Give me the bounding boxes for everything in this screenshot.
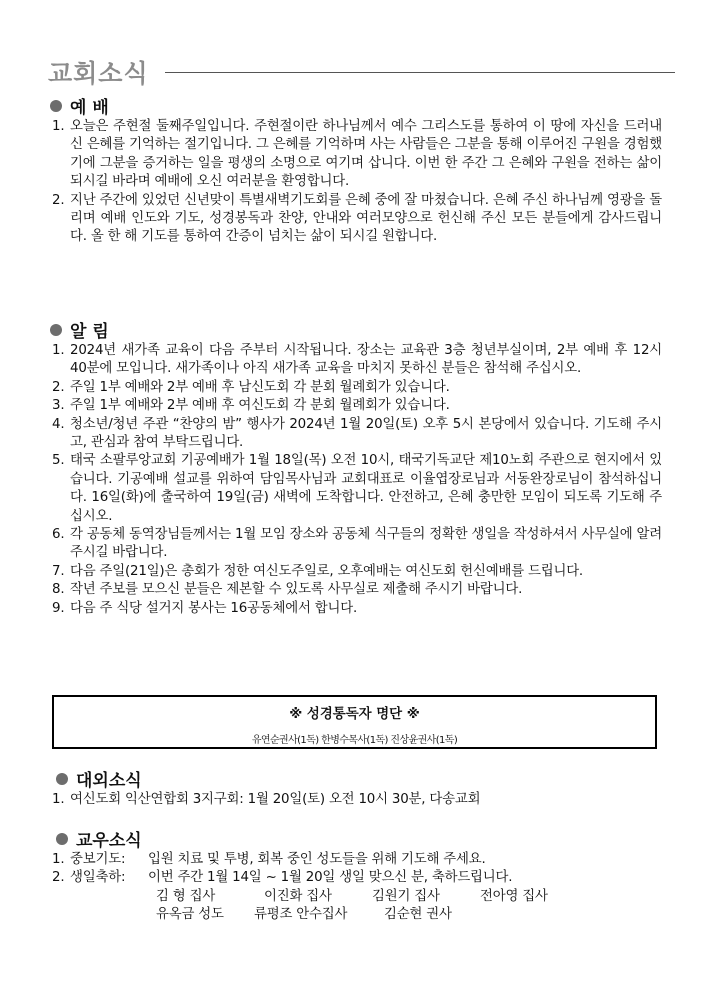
list-item — [52, 118, 662, 192]
birthday-name: 류평조 안수집사 — [254, 907, 348, 923]
prayer-label: 중보기도: — [70, 852, 126, 867]
bible-readers-names: 유연순권사(1독) 한병수목사(1독) 진상윤권사(1독) — [251, 735, 458, 746]
list-item — [52, 342, 662, 379]
birthday-name: 이진화 집사 — [264, 888, 332, 904]
external-news-heading — [56, 766, 142, 791]
list-item — [52, 563, 662, 581]
bible-readers-title: ※ 성경통독자 명단 ※ — [289, 707, 420, 722]
list-item — [52, 452, 662, 526]
list-item — [52, 581, 662, 599]
item-text: 지난 주간에 있었던 신년맞이 특별새벽기도회를 은혜 중에 잘 마쳤습니다. 은혜 주신 하나님께 영광을 돌리며 예배 인도와 기도, 성경봉독과 찬양, 안내와 여러모양으로 헌신해 주신 모든 분들에게 감사드립니다. 올 한 해 기도를 통하여 간증이 넘치는 삶이 되시길 원합니다. — [70, 192, 662, 245]
item-text: 태국 소팔루앙교회 기공예배가 1월 18일(목) 오전 10시, 태국기독교단 제10노회 주관으로 현지에서 있습니다. 기공예배 설교를 위하여 담임목사님과 교회대표로 이율엽장로님과 서동완장로님이 참석하십니다. 16일(화)에 출국하여 19일(금) 새벽에 도착합니다. 안전하고, 은혜 충만한 모임이 되도록 기도해 주십시오. — [70, 453, 662, 524]
birthday-label: 생일축하: — [70, 870, 126, 886]
item-text: 다음 주 식당 설거지 봉사는 16공동체에서 합니다. — [70, 600, 358, 616]
member-news-list — [52, 851, 662, 925]
birthday-row — [52, 869, 662, 887]
worship-heading — [50, 93, 109, 118]
notices-heading-label: 알 림 — [70, 322, 109, 342]
prayer-row — [52, 851, 662, 869]
item-text: 청소년/청년 주관 “찬양의 밤” 행사가 2024년 1월 20일(토) 오후 5시 본당에서 있습니다. 기도해 주시고, 관심과 참여 부탁드립니다. — [70, 416, 662, 451]
item-number: 2. — [52, 192, 65, 208]
birthday-text: 이번 주간 1월 14일 ~ 1월 20일 생일 맞으신 분, 축하드립니다. — [148, 870, 513, 886]
birthday-name: 김순현 권사 — [384, 907, 452, 923]
prayer-text: 입원 치료 및 투병, 회복 중인 성도들을 위해 기도해 주세요. — [148, 852, 486, 867]
item-text: 주일 1부 예배와 2부 예배 후 여신도회 각 분회 월례회가 있습니다. — [70, 398, 450, 414]
item-number: 1. — [52, 343, 65, 358]
item-number: 9. — [52, 600, 65, 616]
item-text: 여신도회 익산연합회 3지구회: 1월 20일(토) 오전 10시 30분, 다송교회 — [70, 792, 481, 807]
item-number: 1. — [52, 852, 65, 867]
title-divider — [165, 72, 675, 73]
birthday-name: 전아영 집사 — [480, 888, 548, 904]
item-number: 6. — [52, 527, 65, 543]
list-item — [52, 526, 662, 563]
worship-heading-label: 예 배 — [70, 98, 109, 118]
bullet-icon — [50, 100, 62, 112]
item-number: 1. — [52, 792, 65, 807]
notices-list — [52, 342, 662, 618]
item-number: 4. — [52, 416, 65, 432]
item-number: 2. — [52, 870, 65, 886]
item-number: 3. — [52, 398, 65, 414]
external-news-heading-label: 대외소식 — [76, 771, 142, 791]
item-text: 다음 주일(21일)은 총회가 정한 여신도주일로, 오후예배는 여신도회 헌신예배를 드립니다. — [70, 563, 583, 579]
list-item — [52, 192, 662, 247]
item-number: 7. — [52, 563, 65, 579]
item-number: 8. — [52, 582, 65, 598]
worship-list — [52, 118, 662, 247]
bullet-icon — [56, 773, 68, 785]
item-text: 2024년 새가족 교육이 다음 주부터 시작됩니다. 장소는 교육관 3층 청년부실이며, 2부 예배 후 12시 40분에 모입니다. 새가족이나 아직 새가족 교육을 마치지 못하신 분들은 참석해 주십시오. — [70, 343, 662, 377]
list-item — [52, 791, 662, 809]
notices-heading — [50, 317, 109, 342]
member-news-heading-label: 교우소식 — [76, 831, 142, 851]
bullet-icon — [50, 324, 62, 336]
bible-readers-box — [52, 695, 657, 749]
item-text: 각 공동체 동역장님들께서는 1월 모임 장소와 공동체 식구들의 정확한 생일을 작성하셔서 사무실에 알려주시길 바랍니다. — [70, 527, 662, 561]
item-text: 오늘은 주현절 둘째주일입니다. 주현절이란 하나님께서 예수 그리스도를 통하여 이 땅에 자신을 드러내신 은혜를 기억하는 절기입니다. 그 은혜를 기억하며 사는 사람들은 그분을 통해 이루어진 구원을 경험했기에 그분을 증거하는 일을 평생의 소명으로 여기며 삽니다. 이번 한 주간 그 은혜와 구원을 전하는 삶이 되시길 바라며 예배에 오신 여러분을 환영합니다. — [70, 119, 662, 190]
list-item — [52, 600, 662, 618]
external-news-list — [52, 791, 662, 809]
item-number: 1. — [52, 119, 65, 134]
birthday-name: 김원기 집사 — [372, 888, 440, 904]
item-text: 작년 주보를 모으신 분들은 제본할 수 있도록 사무실로 제출해 주시기 바랍니다. — [70, 582, 523, 598]
list-item — [52, 397, 662, 415]
birthday-name: 김 형 집사 — [156, 888, 216, 904]
member-news-heading — [56, 826, 142, 851]
bullet-icon — [56, 833, 68, 845]
list-item — [52, 416, 662, 453]
birthday-name: 유옥금 성도 — [156, 907, 224, 923]
birthday-names-row-2 — [52, 906, 662, 924]
list-item — [52, 379, 662, 397]
birthday-names-row-1 — [52, 888, 662, 906]
item-text: 주일 1부 예배와 2부 예배 후 남신도회 각 분회 월례회가 있습니다. — [70, 379, 450, 395]
page-title: 교회소식 — [48, 59, 149, 88]
item-number: 5. — [52, 453, 65, 469]
item-number: 2. — [52, 379, 65, 395]
